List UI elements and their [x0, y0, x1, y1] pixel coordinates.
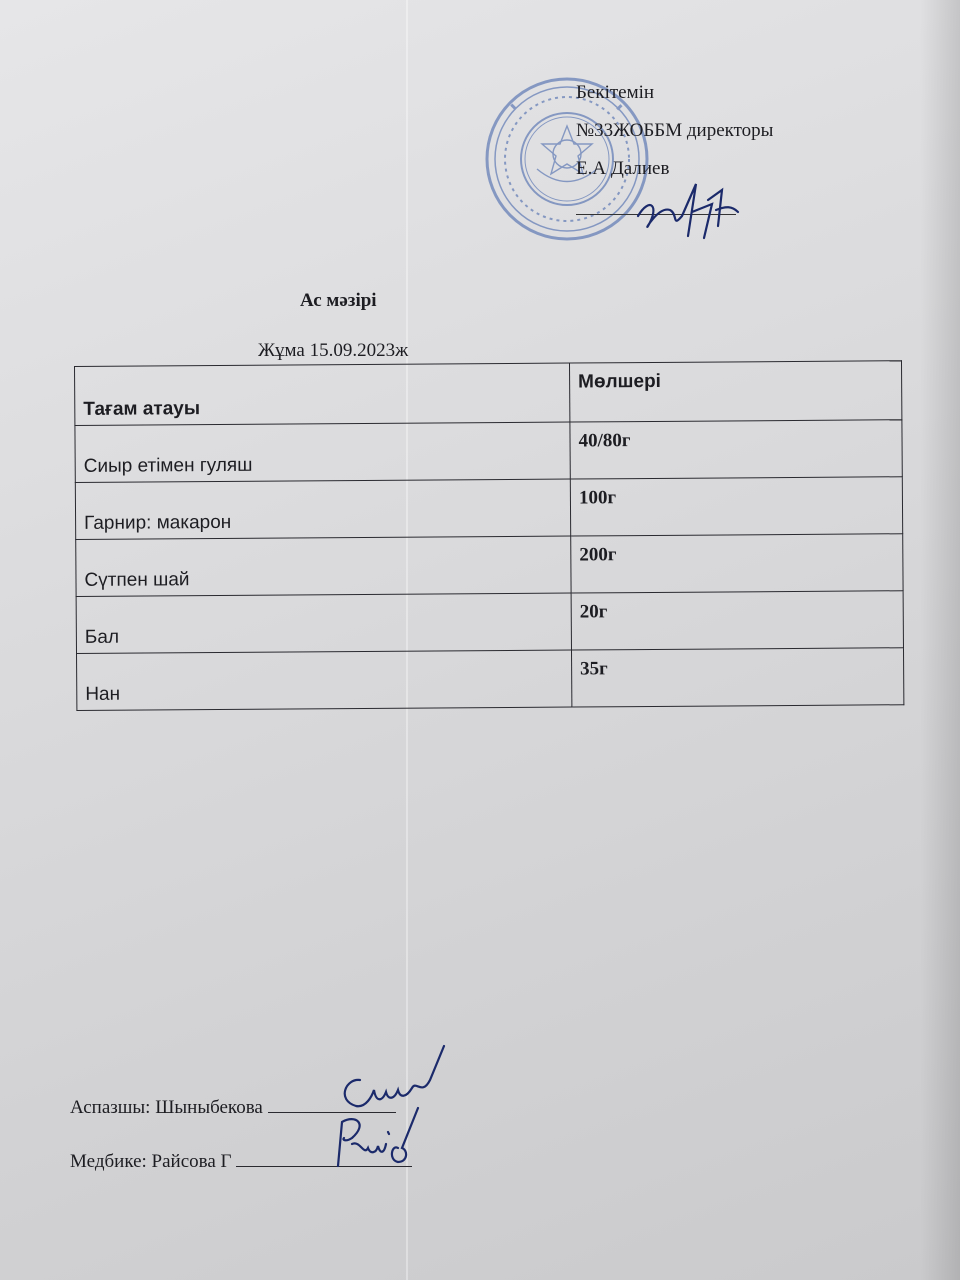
cook-label: Аспазшы: Шыныбекова [70, 1097, 263, 1118]
dish-amount: 200г [571, 534, 903, 593]
dish-amount: 100г [570, 477, 902, 536]
page-title: Ас мәзірі [300, 290, 377, 311]
table-row [75, 420, 902, 483]
dish-amount: 20г [571, 591, 903, 650]
table-row [75, 477, 902, 540]
header-dish-name: Тағам атауы [75, 363, 570, 425]
menu-date: Жұма 15.09.2023ж [258, 340, 409, 361]
approval-position: №33ЖОББМ директоры [576, 120, 774, 141]
dish-name: Сиыр етімен гуляш [75, 422, 570, 482]
paper-edge-shadow [920, 0, 960, 1280]
nurse-signature [322, 1104, 432, 1174]
dish-name: Нан [77, 650, 572, 710]
table-row [76, 534, 903, 597]
dish-name: Бал [76, 593, 571, 653]
dish-name: Гарнир: макарон [75, 479, 570, 539]
table-row [77, 648, 904, 711]
approval-heading: Бекітемін [576, 82, 655, 103]
dish-amount: 40/80г [570, 420, 902, 479]
approval-director-name: Е.А Далиев [576, 158, 670, 179]
table-row [76, 591, 903, 654]
director-signature [600, 166, 760, 246]
dish-amount: 35г [571, 648, 903, 707]
dish-name: Сүтпен шай [76, 536, 571, 596]
menu-table [74, 360, 904, 711]
nurse-label: Медбике: Райсова Г [70, 1151, 232, 1172]
header-amount: Мөлшері [569, 361, 901, 422]
table-header-row [75, 361, 902, 426]
